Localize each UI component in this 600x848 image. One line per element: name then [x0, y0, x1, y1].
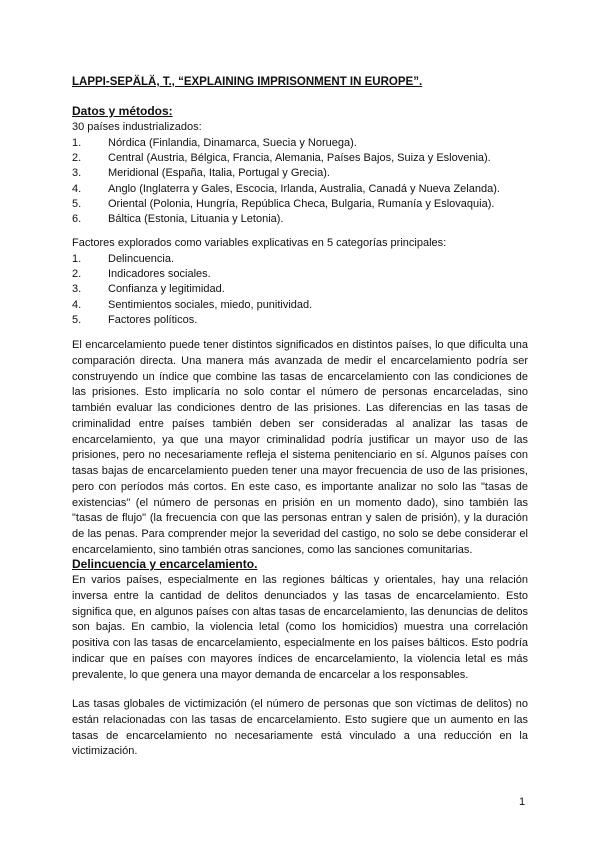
list-item: [72, 298, 528, 313]
body-paragraph: El encarcelamiento puede tener distintos significados en distintos países, lo que dificulta una comparación directa. Una manera más avanzada de medir el encarcelamiento podría ser construyendo un índice que combine las tasas de encarcelamiento con las condiciones de las prisiones. Esto implicaría no solo contar el número de personas encarceladas, sino también evaluar las condiciones dentro de las prisiones. Las diferencias en las tasas de criminalidad entre países también deben ser consideradas al analizar las tasas de encarcelamiento, ya que una mayor criminalidad podría justificar un mayor uso de las prisiones, pero no necesariamente refleja el sistema penitenciario en sí. Algunos países con tasas bajas de encarcelamiento pueden tener una mayor frecuencia de uso de las prisiones, pero con períodos más cortos. En este caso, es importante analizar no solo las "tasas de existencias" (el número de personas en prisión en un momento dado), sino también las "tasas de flujo" (la frecuencia con que las personas entran y salen de prisión), y la duración de las penas. Para comprender mejor la severidad del castigo, no solo se debe considerar el encarcelamiento, sino también otras sanciones, como las sanciones comunitarias.: [72, 339, 528, 556]
list-item: [72, 182, 528, 197]
list-item: [72, 282, 528, 297]
list-text: Confianza y legitimidad.: [108, 283, 225, 296]
list-number: 1.: [72, 137, 82, 149]
document-title: LAPPI-SEPÄLÄ, T., “EXPLAINING IMPRISONMENT IN EUROPE”.: [72, 76, 423, 88]
list-number: 4.: [72, 182, 82, 195]
list-text: Sentimientos sociales, miedo, punitividad.: [108, 298, 313, 311]
list-item: [72, 252, 528, 267]
list-text: Nórdica (Finlandia, Dinamarca, Suecia y Noruega).: [108, 137, 357, 149]
list-item: [72, 166, 528, 181]
list-number: 2.: [72, 152, 82, 165]
list-number: 1.: [72, 253, 82, 265]
list-text: Indicadores sociales.: [108, 268, 211, 281]
list-number: 5.: [72, 313, 82, 326]
list-number: 5.: [72, 197, 82, 210]
list-item: [72, 136, 528, 151]
list-item: [72, 267, 528, 282]
body-paragraph: Las tasas globales de victimización (el número de personas que son víctimas de delitos) no están relacionadas con las tasas de encarcelamiento. Esto sugiere que un aumento en las tasas de encarcelamiento no necesariamente está vinculado a una reducción en la victimización.: [72, 698, 528, 758]
list-number: 6.: [72, 213, 82, 226]
list-number: 3.: [72, 283, 82, 296]
body-paragraph: En varios países, especialmente en las regiones bálticas y orientales, hay una relación inversa entre la cantidad de delitos denunciados y las tasas de encarcelamiento. Esto significa que, en algunos países con altas tasas de encarcelamiento, las denuncias de delitos son bajas. En cambio, la violencia letal (como los homicidios) muestra una correlación positiva con las tasas de encarcelamiento, especialmente en los países bálticos. Esto podría indicar que en países con mayores índices de encarcelamiento, la violencia letal es más prevalente, lo que genera una mayor demanda de encarcelar a los responsables.: [72, 574, 528, 681]
list-number: 3.: [72, 167, 82, 180]
section-heading-datos: Datos y métodos:: [72, 104, 173, 118]
list-item: [72, 212, 528, 227]
factors-list: [72, 252, 528, 328]
list-text: Báltica (Estonia, Lituania y Letonia).: [108, 213, 284, 226]
list-text: Central (Austria, Bélgica, Francia, Alemania, Países Bajos, Suiza y Eslovenia).: [108, 152, 491, 165]
list-number: 2.: [72, 268, 82, 281]
list-number: 4.: [72, 298, 82, 311]
factors-intro: Factores explorados como variables explicativas en 5 categorías principales:: [72, 237, 447, 249]
section-heading-delincuencia: Delincuencia y encarcelamiento.: [72, 557, 258, 571]
list-item: [72, 313, 528, 328]
list-text: Meridional (España, Italia, Portugal y Grecia).: [108, 167, 330, 180]
list-text: Anglo (Inglaterra y Gales, Escocia, Irlanda, Australia, Canadá y Nueva Zelanda).: [108, 182, 500, 195]
page-number: 1: [519, 796, 526, 808]
list-text: Factores políticos.: [108, 313, 198, 326]
list-item: [72, 197, 528, 212]
countries-intro: 30 países industrializados:: [72, 121, 202, 133]
regions-list: [72, 136, 528, 227]
list-item: [72, 151, 528, 166]
list-text: Oriental (Polonia, Hungría, República Checa, Bulgaria, Rumanía y Eslovaquia).: [108, 197, 495, 210]
list-text: Delincuencia.: [108, 253, 175, 265]
